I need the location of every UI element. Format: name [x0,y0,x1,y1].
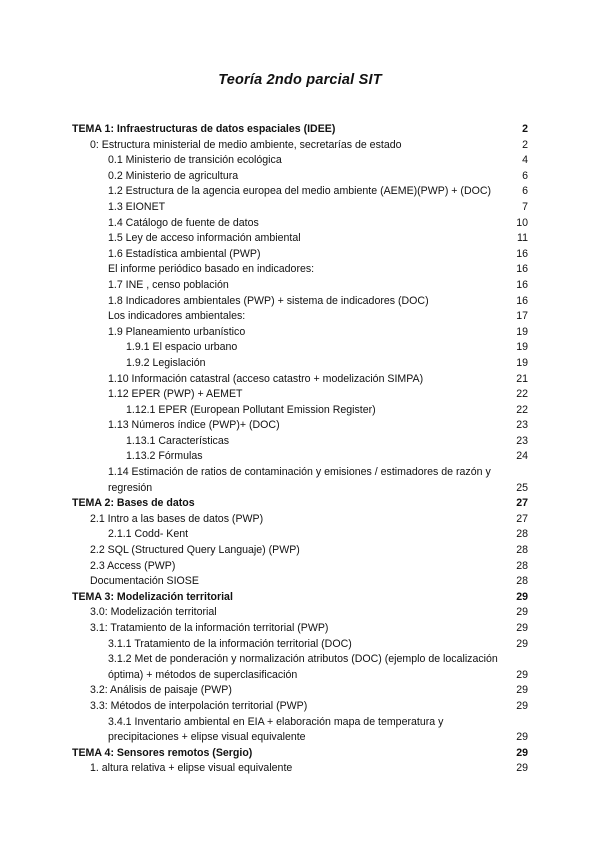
toc-entry[interactable] [72,247,528,263]
toc-entry-page-number: 16 [516,263,528,276]
toc-entry-page-number: 17 [516,310,528,323]
toc-entry[interactable] [72,418,528,434]
toc-entry-page-number: 29 [516,762,528,775]
toc-entry[interactable] [72,356,528,372]
toc-entry-page-number: 29 [516,606,528,619]
toc-entry-page-number: 21 [516,372,528,385]
toc-entry-text: TEMA 2: Bases de datos [72,497,195,510]
toc-entry[interactable] [72,683,528,699]
toc-entry[interactable] [72,403,528,419]
toc-entry[interactable] [72,605,528,621]
toc-entry-text: 1.5 Ley de acceso información ambiental [108,232,301,245]
toc-entry-text: 0.1 Ministerio de transición ecológica [108,154,282,167]
toc-entry-page-number: 28 [516,528,528,541]
toc-entry[interactable] [72,231,528,247]
toc-entry-page-number: 2 [522,123,528,135]
toc-entry-page-number: 10 [516,216,528,229]
toc-entry-page-number: 16 [516,278,528,291]
toc-entry-page-number: 29 [516,746,528,759]
toc-entry-page-number: 29 [516,684,528,697]
toc-entry-page-number: 28 [516,575,528,588]
toc-entry-page-number: 27 [516,497,528,510]
toc-entry[interactable] [72,512,528,528]
toc-entry[interactable] [72,153,528,169]
toc-entry-text: 1.13.1 Características [126,434,230,447]
toc-entry-page-number: 19 [516,325,528,338]
toc-entry[interactable] [72,527,528,543]
toc-entry[interactable] [72,278,528,294]
toc-entry-page-number: 25 [516,481,528,494]
toc-entry-page-number: 27 [516,512,528,525]
toc-entry-text: 1.6 Estadística ambiental (PWP) [108,247,261,260]
toc-entry-text: El informe periódico basado en indicadores: [108,263,315,276]
toc-entry[interactable] [72,200,528,216]
toc-entry-page-number: 29 [516,637,528,650]
toc-entry[interactable] [72,325,528,341]
toc-entry-page-number: 19 [516,356,528,369]
toc-entry-page-number: 29 [516,622,528,634]
toc-entry-text: 1.2 Estructura de la agencia europea del medio ambiente (AEME)(PWP) + (DOC) [108,185,492,198]
toc-entry-page-number: 28 [516,559,528,572]
toc-entry[interactable] [72,387,528,403]
toc-entry-page-number: 29 [516,668,528,681]
toc-entry[interactable] [72,652,528,683]
toc-entry-text: 0.2 Ministerio de agricultura [108,169,239,182]
toc-entry-page-number: 7 [522,200,528,213]
toc-entry-page-number: 6 [522,185,528,198]
toc-entry-page-number: 2 [522,138,528,151]
toc-entry-text: 2.1 Intro a las bases de datos (PWP) [90,512,264,525]
toc-entry[interactable] [72,216,528,232]
toc-entry[interactable] [72,559,528,575]
toc-entry[interactable] [72,184,528,200]
toc-entry-text: 1.14 Estimación de ratios de contaminación y emisiones / estimadores de razón y regresión [108,466,491,494]
toc-entry-text: 1.10 Información catastral (acceso catastro + modelización SIMPA) [108,372,424,385]
toc-entry-text: 3.4.1 Inventario ambiental en EIA + elaboración mapa de temperatura y precipitaciones + elipse visual equivalente [108,715,444,744]
toc-entry-text: 1.8 Indicadores ambientales (PWP) + sistema de indicadores (DOC) [108,294,429,307]
toc-entry-text: 3.2: Análisis de paisaje (PWP) [90,684,232,697]
toc-entry-text: 1.13.2 Fórmulas [126,450,203,463]
toc-entry-text: 3.1.2 Met de ponderación y normalización atributos (DOC) (ejemplo de localización óptima) + métodos de superclasificación [108,653,498,681]
toc-entry[interactable] [72,169,528,185]
toc-entry-text: Los indicadores ambientales: [108,310,246,323]
table-of-contents [72,122,528,777]
toc-entry-page-number: 28 [516,544,528,557]
toc-entry-text: 1.12 EPER (PWP) + AEMET [108,388,243,401]
toc-entry-text: 1.12.1 EPER (European Pollutant Emission Register) [126,403,376,416]
toc-entry[interactable] [72,761,528,777]
toc-entry-page-number: 29 [516,590,528,603]
toc-entry-page-number: 22 [516,403,528,416]
toc-entry-text: 1.9.1 El espacio urbano [126,341,238,354]
toc-entry[interactable] [72,309,528,325]
toc-entry[interactable] [72,294,528,310]
toc-entry-page-number: 29 [516,731,528,744]
toc-entry[interactable] [72,699,528,715]
toc-section-entry[interactable] [72,590,528,606]
toc-entry-text: 0: Estructura ministerial de medio ambiente, secretarías de estado [90,138,402,151]
toc-entry-text: 2.3 Access (PWP) [90,559,176,572]
toc-entry-text: 1.4 Catálogo de fuente de datos [108,216,259,229]
toc-entry-page-number: 11 [517,232,528,245]
toc-entry-text: 3.0: Modelización territorial [90,606,217,619]
toc-entry[interactable] [72,262,528,278]
toc-entry-text: TEMA 1: Infraestructuras de datos espaciales (IDEE) [72,123,336,135]
toc-entry-text: 3.1.1 Tratamiento de la información territorial (DOC) [108,637,352,650]
toc-entry-page-number: 23 [516,434,528,447]
toc-entry[interactable] [72,434,528,450]
toc-entry-page-number: 19 [516,341,528,354]
toc-entry[interactable] [72,340,528,356]
toc-entry-text: 1.7 INE , censo población [108,278,229,291]
toc-entry[interactable] [72,574,528,590]
toc-section-entry[interactable] [72,496,528,512]
toc-entry[interactable] [72,621,528,637]
toc-entry-text: 1.9 Planeamiento urbanístico [108,325,246,338]
toc-entry-text: 2.1.1 Codd- Kent [108,528,189,541]
toc-entry-page-number: 6 [522,169,528,182]
toc-entry-text: 1.13 Números índice (PWP)+ (DOC) [108,419,280,432]
toc-section-entry[interactable] [72,122,528,138]
toc-entry-text: 1.9.2 Legislación [126,356,206,369]
document-title: Teoría 2ndo parcial SIT [218,72,382,88]
toc-entry-text: 3.1: Tratamiento de la información territorial (PWP) [90,622,329,634]
toc-entry-text: Documentación SIOSE [90,575,199,588]
toc-entry[interactable] [72,449,528,465]
toc-entry-page-number: 16 [516,247,528,260]
toc-entry-text: TEMA 4: Sensores remotos (Sergio) [72,746,253,759]
toc-entry-text: 1. altura relativa + elipse visual equivalente [90,762,293,775]
toc-entry-page-number: 29 [516,699,528,712]
toc-entry-page-number: 24 [516,450,528,463]
toc-entry-page-number: 23 [516,419,528,432]
toc-entry-text: 2.2 SQL (Structured Query Languaje) (PWP) [90,544,300,557]
toc-entry[interactable] [72,715,528,746]
toc-entry-page-number: 22 [516,388,528,401]
toc-entry[interactable] [72,465,528,496]
toc-entry-page-number: 4 [522,154,528,167]
toc-section-entry[interactable] [72,746,528,762]
toc-entry[interactable] [72,637,528,653]
toc-entry[interactable] [72,372,528,388]
toc-entry-text: 1.3 EIONET [108,200,166,213]
toc-entry[interactable] [72,138,528,154]
toc-entry-text: 3.3: Métodos de interpolación territorial (PWP) [90,699,308,712]
toc-entry-text: TEMA 3: Modelización territorial [72,590,233,603]
toc-entry[interactable] [72,543,528,559]
toc-entry-page-number: 16 [516,294,528,307]
